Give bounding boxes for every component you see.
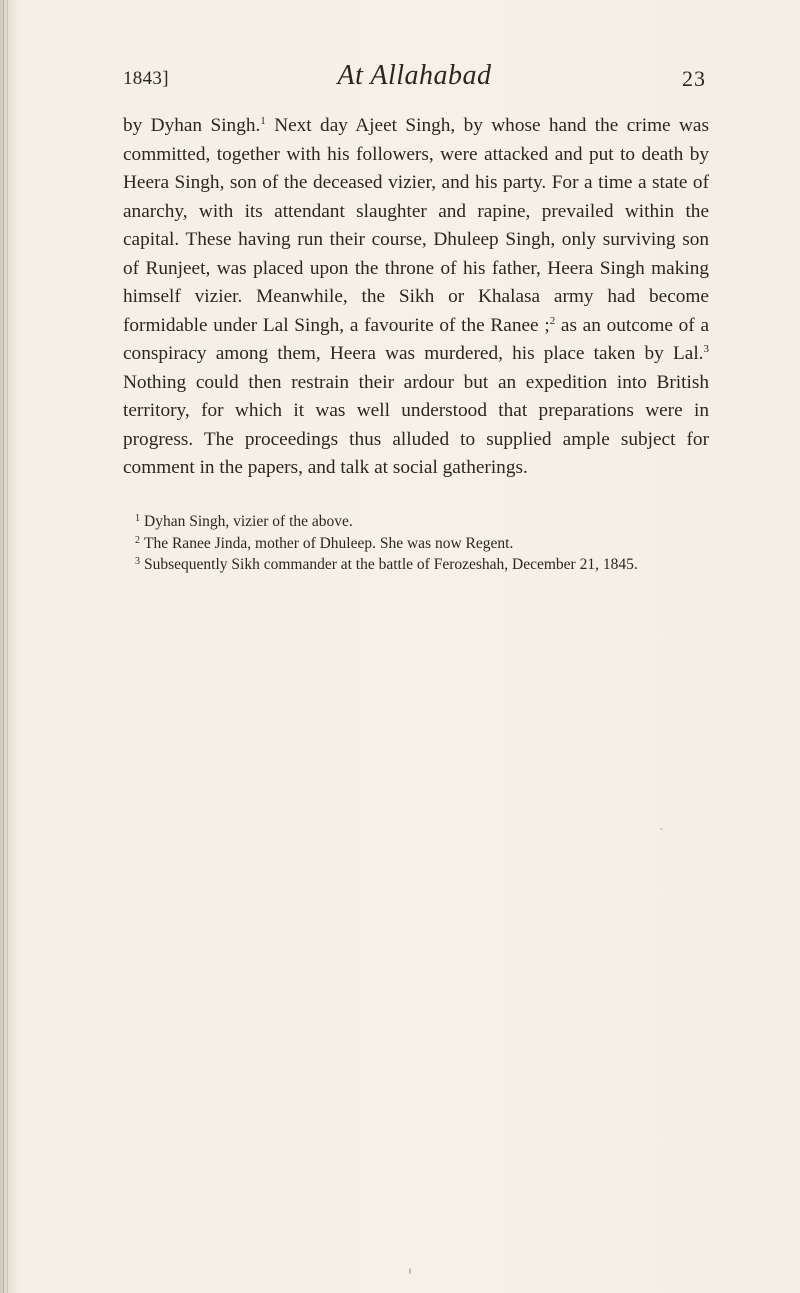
footnotes: [123, 511, 713, 576]
footnote: [123, 533, 713, 555]
header-year: 1843]: [123, 68, 169, 89]
paper-speck: [409, 1268, 411, 1274]
footnote-text: Subsequently Sikh commander at the battle of Ferozeshah, December 21, 1845.: [144, 556, 638, 573]
footnote-ref: 2: [549, 314, 556, 327]
running-header: [123, 60, 706, 94]
gutter-line: [3, 0, 4, 1293]
footnote-number: 3: [135, 556, 140, 567]
body-text-segment: as an outcome of a conspiracy among them, Heera was murdered, his place taken by Lal.: [123, 314, 709, 364]
footnote-ref: 1: [260, 115, 266, 127]
footnote-ref: 3: [703, 343, 709, 355]
body-text-segment: Nothing could then restrain their ardour but an expedition into British territory, for which it was well understood that preparations were in progress. The proceedings thus alluded to supplied ample subject for comment in the papers, and talk at social gatherings.: [123, 371, 709, 478]
footnote-number: 2: [135, 534, 140, 546]
body-text-segment: Next day Ajeet Singh, by whose hand the crime was committed, together with his followers, were attacked and put to death by Heera Singh, son of the deceased vizier, and his party. For a time a state of anarchy, with its attendant slaughter and rapine, prevailed within the capital. These having run their course, Dhuleep Singh, only surviving son of Runjeet, was placed upon the throne of his father, Heera Singh making himself vizier. Meanwhile, the Sikh or Khalasa army had become formidable under Lal Singh, a favourite of the Ranee ;: [123, 115, 709, 336]
footnote-text: The Ranee Jinda, mother of Dhuleep. She was now Regent.: [144, 534, 514, 552]
footnote: [123, 511, 713, 533]
paper-speck: [660, 828, 663, 830]
footnote-text: Dyhan Singh, vizier of the above.: [144, 513, 353, 530]
gutter-line: [7, 0, 8, 1293]
body-paragraph: [123, 112, 709, 483]
body-text-segment: by Dyhan Singh.: [123, 115, 261, 136]
footnote: [123, 554, 713, 576]
header-title: At Allahabad: [337, 60, 492, 91]
footnote-number: 1: [135, 513, 140, 524]
page-number: 23: [682, 66, 706, 91]
page-gutter: [0, 0, 16, 1293]
